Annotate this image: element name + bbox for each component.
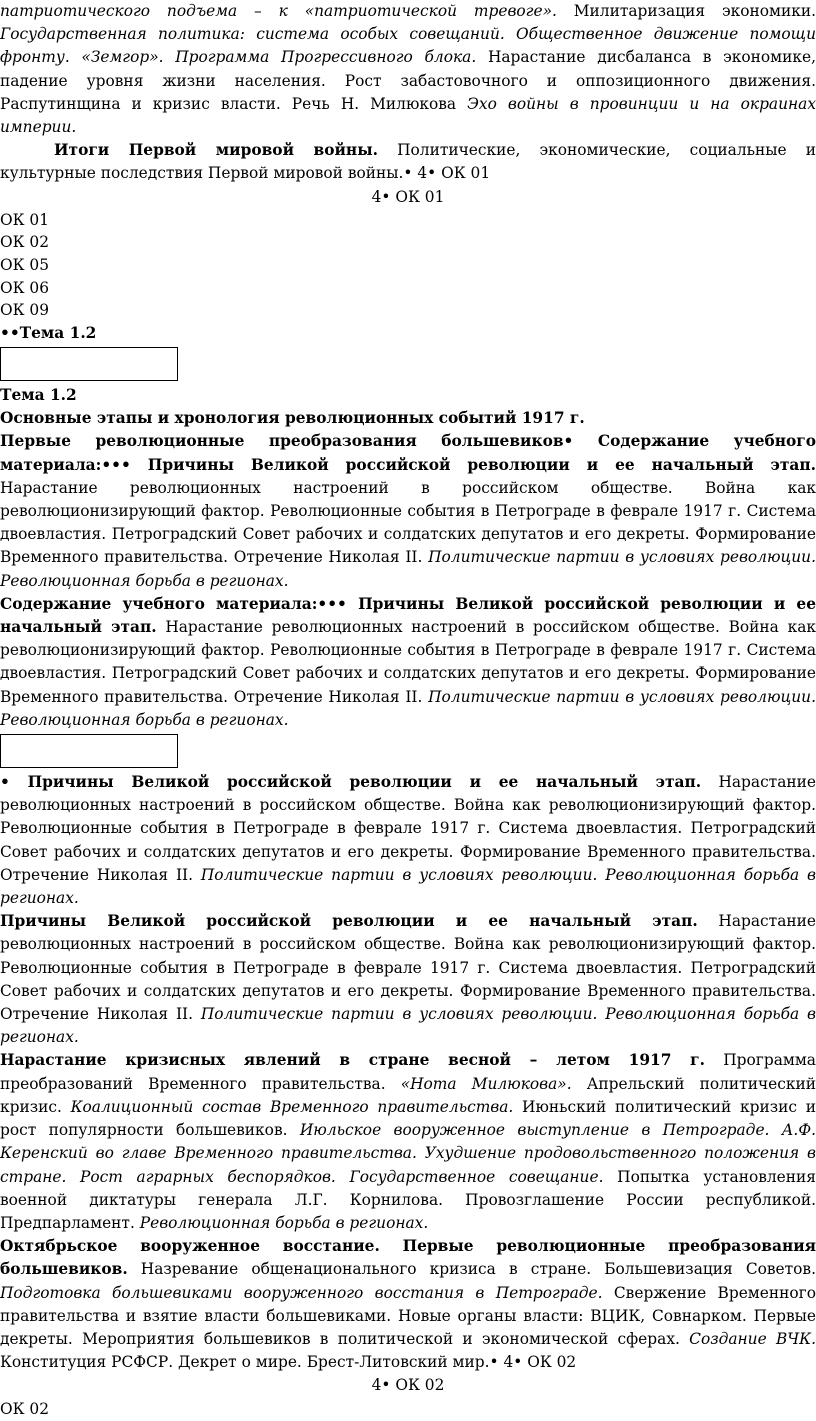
paragraph-october-uprising <box>0 1235 816 1374</box>
italic-text: Эхо войны в провинции и на окраинах империи. <box>0 94 816 137</box>
paragraph-content-4 <box>0 910 816 1049</box>
italic-text: Политические партии в условиях революции. Революционная борьба в регионах. <box>0 865 816 908</box>
topic-title <box>0 384 816 407</box>
text: Апрельский политический кризис. <box>0 1074 816 1116</box>
italic-text: Создание ВЧК. <box>689 1329 816 1348</box>
paragraph-content-1 <box>0 430 816 592</box>
italic-text: Государственная политика: система особых совещаний. Общественное движение помощи фронту. «Земгор». Программа Прогрессивного блока. <box>0 25 816 67</box>
italic-text: Политические партии в условиях революции. Революционная борьба в регионах. <box>0 687 816 729</box>
competency-item: ОК 06 <box>0 278 50 297</box>
empty-box <box>0 734 178 768</box>
bold-heading: Содержание учебного материала:••• Причины Великой российской революции и ее начальный этап. <box>0 594 816 637</box>
italic-text: Подготовка большевиками вооруженного восстания в Петрограде. <box>0 1283 603 1302</box>
text: Июньский политический кризис и рост популярности большевиков. <box>0 1097 816 1140</box>
competency-item: ОК 01 <box>0 210 50 229</box>
text: Свержение Временного правительства и взятие власти большевиками. Новые органы власти: ВЦИК, Совнарком. Первые декреты. Мероприятия большевиков в политической и экономической сферах. <box>0 1283 816 1348</box>
text: Нарастание дисбаланса в экономике, падение уровня жизни населения. Рост забастовочного и оппозиционного движения. Распутинщина и кризис власти. Речь Н. Милюкова <box>0 48 816 113</box>
text: Нарастание революционных настроений в российском обществе. Война как революционизирующий фактор. Революционные события в Петрограде в феврале 1917 г. Система двоевластия. Петроградский Совет рабочих и солдатских депутатов и его декреты. Формирование Временного правительства. Отречение Николая II. <box>0 773 816 884</box>
italic-text: Революционная борьба в регионах. <box>139 1213 429 1232</box>
italic-text: Коалиционный состав Временного правительства. <box>70 1097 514 1116</box>
text: Нарастание революционных настроений в российском обществе. Война как революционизирующий фактор. Революционные события в Петрограде в феврале 1917 г. Система двоевластия. Петроградский Совет рабочих и солдатских депутатов и его декреты. Формирование Временного правительства. Отречение Николая II. <box>0 478 816 567</box>
paragraph-war-economy <box>0 0 816 139</box>
competency-code-center: 4• ОК 02 <box>371 1376 445 1395</box>
competency-list <box>0 209 816 322</box>
topic-line <box>0 322 816 345</box>
bold-heading: Причины Великой российской революции и ее начальный этап. <box>0 912 698 931</box>
text: Попытка установления военной диктатуры генерала Л.Г. Корнилова. Провозглашение России республикой. Предпарламент. <box>0 1167 816 1232</box>
empty-box <box>0 347 178 381</box>
italic-text: «Нота Милюкова». <box>400 1074 572 1093</box>
text: Конституция РСФСР. Декрет о мире. Брест-Литовский мир.• 4• ОК 02 <box>0 1353 577 1372</box>
text: Нарастание революционных настроений в российском обществе. Война как революционизирующий фактор. Революционные события в Петрограде в феврале 1917 г. Система двоевластия. Петроградский Совет рабочих и солдатских депутатов и его декреты. Формирование Временного правительства. Отречение Николая II. <box>0 912 816 1024</box>
competency-item: ОК 02 <box>0 1399 50 1418</box>
italic-text: Июльское вооруженное выступление в Петрограде. А.Ф. Керенский во главе Временного правительства. Ухудшение продовольственного положения в стране. Рост аграрных беспорядков. Государственное совещание. <box>0 1121 816 1186</box>
topic-heading <box>0 407 816 430</box>
text: Назревание общенационального кризиса в стране. Большевизация Советов. <box>127 1260 816 1279</box>
text: Милитаризация экономики. <box>556 2 816 20</box>
text: Нарастание революционных настроений в российском обществе. Война как революционизирующий фактор. Революционные события в Петрограде в феврале 1917 г. Система двоевластия. Петроградский Совет рабочих и солдатских депутатов и его декреты. Формирование Временного правительства. Отречение Николая II. <box>0 618 816 706</box>
bold-heading: • Причины Великой российской революции и ее начальный этап. <box>0 773 702 792</box>
competency-item: ОК 05 <box>0 256 50 275</box>
paragraph-content-2 <box>0 593 816 732</box>
italic-text: Политические партии в условиях революции. Революционная борьба в регионах. <box>0 548 816 590</box>
paragraph-war-results <box>0 139 816 185</box>
bold-heading: Нарастание кризисных явлений в стране весной – летом 1917 г. <box>0 1051 705 1070</box>
competency-item: ОК 02 <box>0 233 50 252</box>
italic-text: патриотического подъема – к «патриотической тревоге». <box>0 2 557 20</box>
bold-heading: Октябрьское вооруженное восстание. Первые революционные преобразования большевиков. <box>0 1237 816 1279</box>
bold-heading: Итоги Первой мировой войны. <box>54 141 378 160</box>
topic-heading-text: Основные этапы и хронология революционных событий 1917 г. <box>0 409 585 428</box>
competency-code-center: 4• ОК 01 <box>371 187 445 206</box>
paragraph-content-3 <box>0 771 816 910</box>
italic-text: Политические партии в условиях революции. Революционная борьба в регионах. <box>0 1005 816 1047</box>
text: Политические, экономические, социальные и культурные последствия Первой мировой войны.• 4• ОК 01 <box>0 141 816 183</box>
topic-number: Тема 1.2 <box>0 386 77 404</box>
bold-heading: Первые революционные преобразования большевиков• Содержание учебного материала:••• Причины Великой российской революции и ее начальный этап. <box>0 432 816 474</box>
text: Программа преобразований Временного правительства. <box>0 1051 816 1093</box>
paragraph-crisis-1917 <box>0 1049 816 1235</box>
topic-label: ••Тема 1.2 <box>0 323 97 342</box>
competency-item: ОК 09 <box>0 301 50 320</box>
